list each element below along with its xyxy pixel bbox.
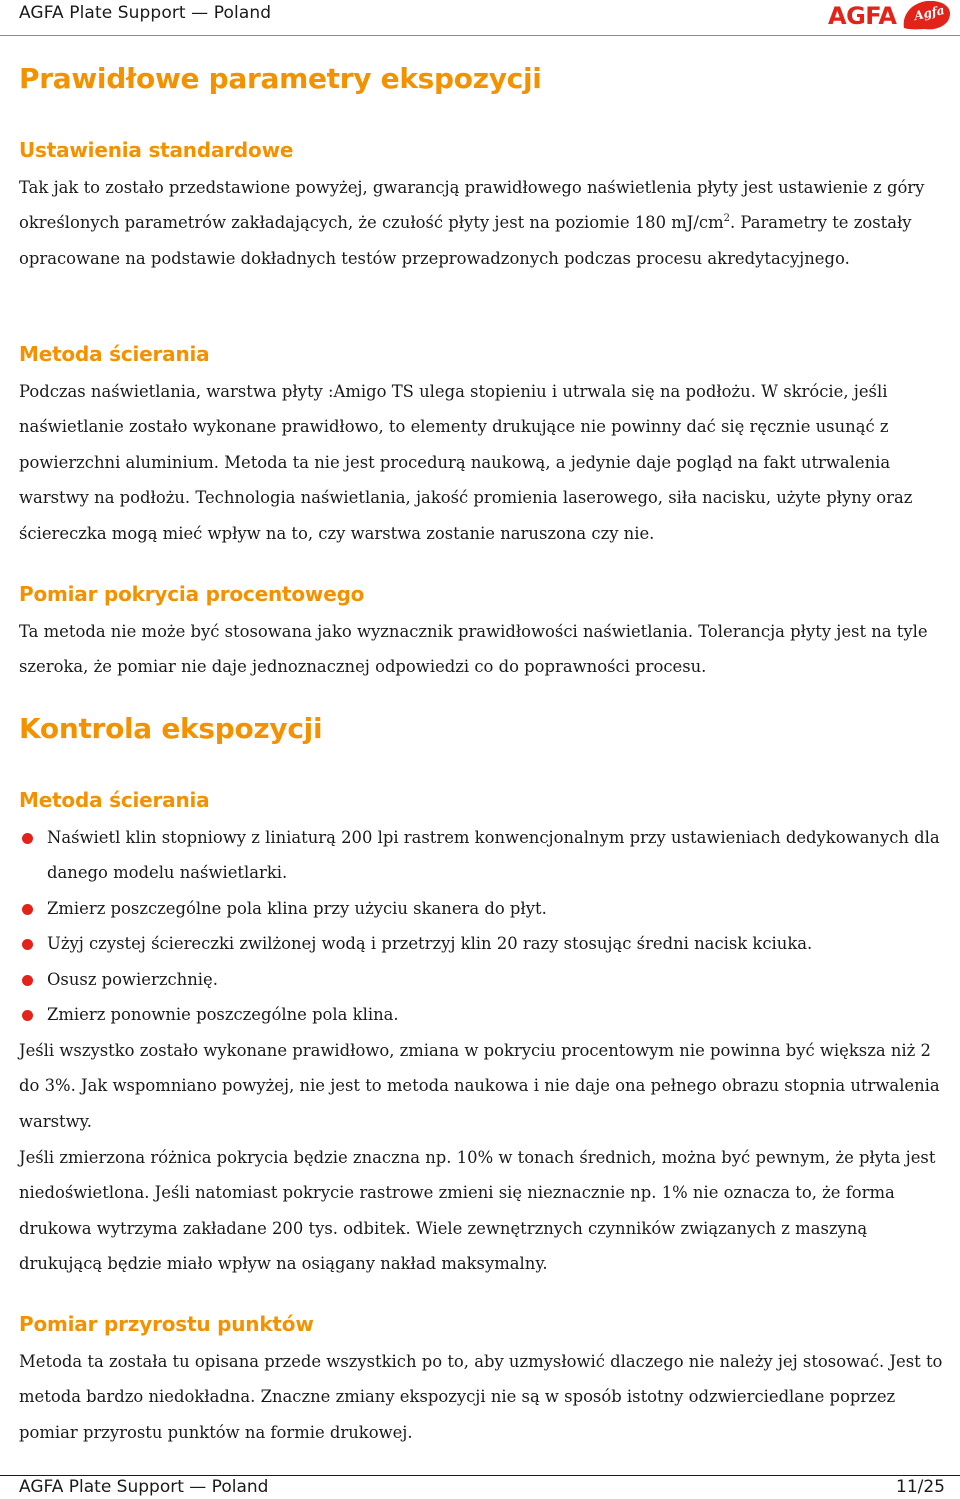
bullet-icon [22, 833, 33, 844]
heading-exposure-control: Kontrola ekspozycji [19, 712, 323, 745]
subheading-percent-coverage: Pomiar pokrycia procentowego [19, 582, 365, 606]
logo-badge-icon [902, 1, 952, 30]
list-item-text: Naświetl klin stopniowy z liniaturą 200 lpi rastrem konwencjonalnym przy ustawieniach dedykowanych dla danego modelu naświetlarki. [47, 828, 940, 883]
paragraph-standard-settings [19, 170, 945, 276]
list-item-text: Zmierz ponownie poszczególne pola klina. [47, 1005, 399, 1025]
list-item-text: Zmierz poszczególne pola klina przy użyciu skanera do płyt. [47, 898, 547, 918]
subheading-standard-settings: Ustawienia standardowe [19, 138, 294, 162]
bullet-icon [22, 1010, 33, 1021]
list-item [19, 820, 945, 891]
list-item [19, 997, 945, 1032]
heading-exposure-parameters: Prawidłowe parametry ekspozycji [19, 62, 542, 95]
subheading-abrasion-method: Metoda ścierania [19, 342, 210, 366]
paragraph-coverage-change: Jeśli wszystko zostało wykonane prawidłowo, zmiana w pokryciu procentowym nie powinna być większa niż 2 do 3%. Jak wspomniano powyżej, nie jest to metoda naukowa i nie daje ona pełnego obrazu stopnia utrwalenia warstwy. [19, 1041, 940, 1131]
page-header [0, 0, 960, 36]
list-item [19, 926, 945, 961]
steps-list [19, 820, 945, 1032]
superscript-2: 2 [723, 213, 730, 225]
footer-divider [0, 1475, 960, 1476]
logo-text: AGFA [828, 2, 897, 30]
page-number: 11/25 [896, 1477, 945, 1497]
paragraph-abrasion-method: Podczas naświetlania, warstwa płyty :Amigo TS ulega stopieniu i utrwala się na podłożu. W skrócie, jeśli naświetlanie zostało wykonane prawidłowo, to elementy drukujące nie powinny dać się ręcznie usunąć z powierzchni aluminium. Metoda ta nie jest procedurą naukową, a jedynie daje pogląd na fakt utrwalenia warstwy na podłożu. Technologia naświetlania, jakość promienia laserowego, siła nacisku, użyte płyny oraz ściereczka mogą mieć wpływ na to, czy warstwa zostanie naruszona czy nie. [19, 382, 913, 543]
list-item [19, 962, 945, 997]
bullet-icon [22, 904, 33, 915]
paragraph-standard-settings-part2: . Parametry te zostały opracowane na podstawie dokładnych testów przeprowadzonych podczas procesu akredytacyjnego. [19, 213, 912, 268]
list-item [19, 891, 945, 926]
header-title: AGFA Plate Support — Poland [19, 3, 272, 23]
paragraph-percent-coverage: Ta metoda nie może być stosowana jako wyznacznik prawidłowości naświetlania. Tolerancja płyty jest na tyle szeroka, że pomiar nie daje jednoznacznej odpowiedzi co do poprawności procesu. [19, 622, 928, 677]
bullet-icon [22, 975, 33, 986]
paragraph-standard-settings-part1: Tak jak to zostało przedstawione powyżej, gwarancją prawidłowego naświetlenia płyty jest ustawienie z góry określonych parametrów zakładających, że czułość płyty jest na poziomie 180 mJ/cm [19, 178, 925, 233]
agfa-logo [828, 0, 956, 31]
paragraph-dot-gain: Metoda ta została tu opisana przede wszystkich po to, aby uzmysłowić dlaczego nie należy jej stosować. Jest to metoda bardzo niedokładna. Znaczne zmiany ekspozycji nie są w sposób istotny odzwierciedlane poprzez pomiar przyrostu punktów na formie drukowej. [19, 1352, 943, 1442]
list-item-text: Użyj czystej ściereczki zwilżonej wodą i przetrzyj klin 20 razy stosując średni nacisk kciuka. [47, 934, 813, 954]
subheading-abrasion-method-2: Metoda ścierania [19, 788, 210, 812]
header-divider [0, 35, 960, 36]
logo-badge-text: Agfa [912, 2, 946, 24]
paragraph-coverage-difference: Jeśli zmierzona różnica pokrycia będzie znaczna np. 10% w tonach średnich, można być pewnym, że płyta jest niedoświetlona. Jeśli natomiast pokrycie rastrowe zmieni się nieznacznie np. 1% nie oznacza to, że forma drukowa wytrzyma zakładane 200 tys. odbitek. Wiele zewnętrznych czynników związanych z maszyną drukującą będzie miało wpływ na osiągany nakład maksymalny. [19, 1148, 936, 1274]
footer-title: AGFA Plate Support — Poland [19, 1477, 269, 1497]
bullet-icon [22, 939, 33, 950]
subheading-dot-gain: Pomiar przyrostu punktów [19, 1312, 314, 1336]
list-item-text: Osusz powierzchnię. [47, 969, 218, 989]
